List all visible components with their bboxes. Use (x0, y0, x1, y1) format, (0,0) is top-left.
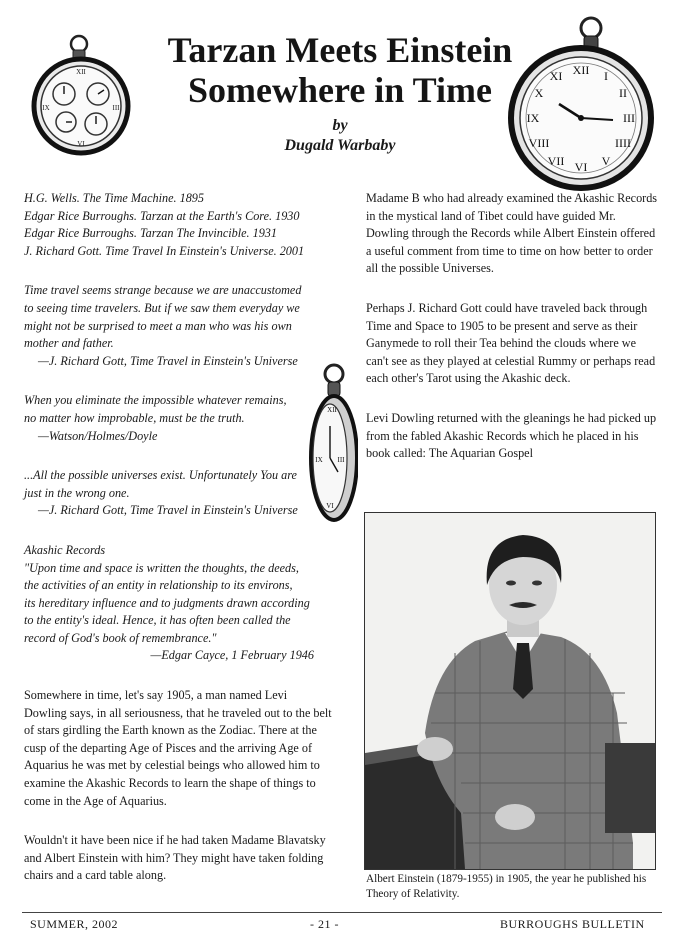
reference-item: H.G. Wells. The Time Machine. 1895 (24, 191, 204, 205)
svg-text:I: I (604, 69, 608, 83)
quote-line: might not be surprised to meet a man who was his own (24, 318, 292, 333)
svg-text:IX: IX (42, 104, 50, 112)
reference-item: J. Richard Gott. Time Travel In Einstein's Universe. 2001 (24, 243, 305, 258)
quote-line: its hereditary influence and to judgments drawn according (24, 595, 310, 610)
quote-line: to seeing time travelers. But if we saw them everyday we (24, 300, 300, 315)
photo-caption: Albert Einstein (1879-1955) in 1905, the year he published his Theory of Relativity. (366, 873, 647, 900)
byline-by: by (332, 117, 348, 134)
body-paragraph: Wouldn't it have been nice if he had taken Madame Blavatsky and Albert Einstein with him? They might have taken folding chairs and a card table along. (24, 833, 326, 883)
quote-line: mother and father. (24, 336, 114, 351)
footer-page-number: - 21 - (310, 917, 339, 931)
quote-attribution: —Edgar Cayce, 1 February 1946 (150, 648, 314, 663)
einstein-photograph (364, 512, 656, 870)
quote-line: to the entity's ideal. Hence, it has often been called the (24, 613, 291, 628)
svg-text:II: II (619, 86, 627, 100)
footer-issue: SUMMER, 2002 (30, 917, 119, 931)
author-name: Dugald Warbaby (284, 137, 396, 154)
svg-text:VI: VI (326, 502, 334, 510)
body-paragraph: Levi Dowling returned with the gleanings he had picked up from the fabled Akashic Records which he placed in his book called: The Aquarian Gospel (366, 410, 657, 461)
akashic-heading: Akashic Records (24, 542, 106, 557)
reference-item: Edgar Rice Burroughs. Tarzan at the Earth's Core. 1930 (24, 208, 300, 223)
svg-text:XII: XII (76, 68, 86, 76)
title-line-1: Tarzan Meets Einstein (167, 30, 513, 70)
quote-attribution: —Watson/Holmes/Doyle (38, 428, 158, 443)
body-paragraph: Madame B who had already examined the Akashic Records in the mystical land of Tibet could have guided Mr. Dowling through the Records while Albert Einstein offered a useful comment from time to time on how better to order all the possible Universes. (366, 191, 658, 276)
quote-line: record of God's book of remembrance." (24, 630, 217, 645)
epigraph-quote (24, 467, 304, 520)
svg-text:VII: VII (547, 154, 565, 168)
svg-text:XII: XII (327, 406, 337, 414)
left-column (24, 190, 332, 885)
quote-line: "Upon time and space is written the thoughts, the deeds, (24, 560, 299, 575)
footer-rule (22, 912, 662, 913)
svg-text:IX: IX (526, 111, 540, 125)
svg-text:VI: VI (574, 160, 588, 174)
quote-line: no matter how improbable, must be the truth. (24, 410, 245, 425)
svg-text:VI: VI (77, 140, 85, 148)
svg-text:III: III (112, 104, 120, 112)
body-paragraph: Perhaps J. Richard Gott could have traveled back through Time and Space to 1905 to be present and serve as their Ganymede to roll their Tea behind the clouds where we can't see as they played at celestial Rummy or perhaps read each other's Tarot using the Akashic deck. (366, 300, 656, 386)
right-column (366, 190, 658, 463)
reference-list (24, 190, 332, 260)
svg-text:XII: XII (572, 63, 590, 77)
quote-line: ...All the possible universes exist. Unfortunately You are (24, 468, 297, 483)
svg-text:V: V (601, 154, 611, 168)
quote-attribution: —J. Richard Gott, Time Travel in Einstein's Universe (38, 503, 298, 518)
svg-text:III: III (623, 111, 635, 125)
quote-line: just in the wrong one. (24, 485, 130, 500)
article-title (120, 30, 560, 110)
svg-text:IIII: IIII (615, 136, 631, 150)
svg-text:X: X (534, 86, 544, 100)
pocket-watch-illustration-left (26, 30, 138, 158)
quote-line: Time travel seems strange because we are unaccustomed (24, 283, 302, 298)
epigraph-quote (24, 282, 304, 370)
reference-item: Edgar Rice Burroughs. Tarzan The Invincible. 1931 (24, 226, 277, 241)
quote-line: the activities of an entity in relationship to its environs, (24, 578, 293, 593)
body-paragraph: Somewhere in time, let's say 1905, a man named Levi Dowling says, in all seriousness, that he traveled out to the belt of stars girdling the Earth known as the Zodiac. There at the cusp of the departing Age of Pisces and the arriving Age of Aquarius he was met by celestial beings who allowed him to examine the Akashic Records to learn the shape of things to come in the Age of Aquarius. (24, 688, 332, 808)
epigraph-quote (24, 392, 304, 445)
title-line-2: Somewhere in Time (188, 70, 492, 110)
quote-attribution: —J. Richard Gott, Time Travel in Einstein's Universe (38, 353, 298, 368)
pocket-watch-illustration-right (505, 14, 657, 194)
akashic-quote (24, 542, 316, 665)
svg-text:VIII: VIII (528, 136, 550, 150)
quote-line: When you eliminate the impossible whatever remains, (24, 393, 287, 408)
footer-publication: BURROUGHS BULLETIN (500, 917, 645, 931)
svg-text:XI: XI (549, 69, 563, 83)
svg-text:IX: IX (315, 456, 323, 464)
svg-text:III: III (337, 456, 345, 464)
